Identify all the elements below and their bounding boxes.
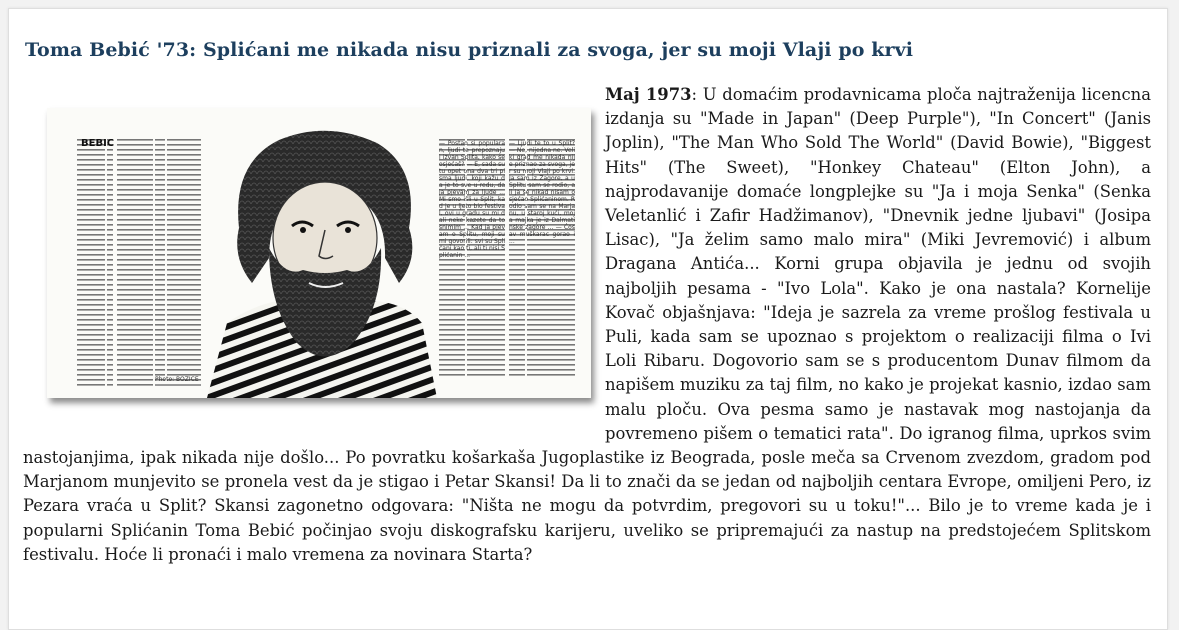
- newspaper-clipping-image: [47, 108, 591, 398]
- clipping-answer: — E, sada su tu opet ona dva tri pisma ljudi, koji kažu da je to sve u redu, da ja pjevam za ljude ... Mi smo išli u Split, kad je u ljeto bio festival, ovi u gradu su mi dali neke kazete da to snimim ... Kad ja pjevam o Splitu, moji su mi govorili: svi su Splićani kao ti, ali ti nisi Splićanin ...: [439, 161, 505, 259]
- article-body: [23, 83, 1151, 567]
- clipping-answer: — Ne, nijedna ne. Veliki grad me nikada nije priznao za svoga, jer su moji Vlaji po krvi. Ja sam iz Zagore, a u Splitu sam se rodio, ali ja se nikad nisam osjećao Splićaninom. Rodio sam se na Marjanu, u staroj kući, moja majka je iz Dalmatinske zagore ...: [509, 147, 575, 231]
- clipping-text-column: [439, 140, 505, 380]
- article-container: [8, 8, 1168, 630]
- clipping-question: — Ljudi te to u Split?: [509, 140, 575, 147]
- clipping-question: — Postao si popularan, ljudi te prepoznaju i izvan Splita, kako se osjećaš?: [439, 140, 505, 168]
- clipping-masthead: BEBIC: [81, 138, 115, 149]
- article-figure: [23, 83, 601, 431]
- article-title: Toma Bebić '73: Splićani me nikada nisu priznali za svoga, jer su moji Vlaji po krvi: [25, 39, 914, 61]
- article-text: : U domaćim prodavnicama ploča najtraženija licencna izdanja su "Made in Japan" (Deep Purple"), "In Concert" (Janis Joplin), "The Man Who Sold The World" (David Bowie), "Biggest Hits" (The Sweet), "Honkey Chateau" (Elton John), a najprodavanije domaće longplejke su "Ja i moja Senka" (Senka Veletanlić i Zafir Hadžimanov), "Dnevnik jedne ljubavi" (Josipa Lisac), "Ja želim samo malo mira" (Miki Jevremović) i album Dragana Antića... Korni grupa objavila je jednu od svojih najboljih pesama - "Ivo Lola". Kako je ona nastala? Kornelije Kovač objašnjava: "Ideja je sazrela za vreme prošlog festivala u Puli, kada sam se upoznao s projektom o realizaciji filma o Ivi Loli Ribaru. Dogovorio sam se s producentom Dunav filmom da napišem muziku za taj film, no kako je projekat kasnio, izdao sam malu ploču. Ova pesma samo je nastavak mog nastojanja da povremeno pišem o tematici rata". Do igranog filma, uprkos svim nastojanjima, ipak nikada nije došlo... Po povratku košarkaša Jugoplastike iz Beograda, posle meča sa Crvenom zvezdom, gradom pod Marjanom munjevito se pronela vest da je stigao i Petar Skansi! Da li to znači da se jedan od najboljih centara Evrope, omiljeni Pero, iz Pezara vraća u Split? Skansi zagonetno odgovara: "Ništa ne mogu da potvrdim, pregovori su u toku!"... Bilo je to vreme kada je i popularni Splićanin Toma Bebić počinjao svoju diskografsku karijeru, uveliko se pripremajući za nastup na predstojećem Splitskom festivalu. Hoće li pronaći i malo vremena za novinara Starta?: [23, 85, 1152, 564]
- clipping-question: — Ćosav muškarac gorao i ...: [509, 224, 575, 245]
- article-lead: Maj 1973: [605, 85, 692, 104]
- clipping-photo-caption: Photo: BOŽIĆE: [155, 376, 199, 383]
- clipping-text-column: [509, 140, 575, 380]
